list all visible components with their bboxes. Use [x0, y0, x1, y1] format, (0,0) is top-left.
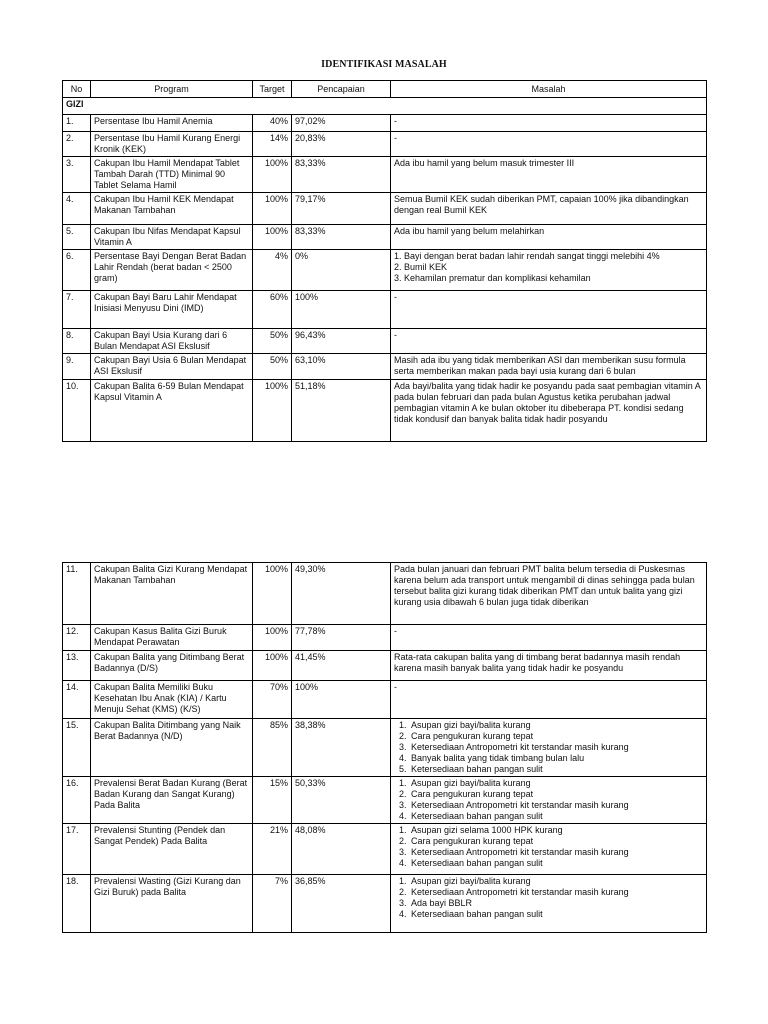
achievement-cell: 96,43%: [292, 329, 391, 354]
row-number-cell: 11.: [63, 563, 91, 625]
document-title: IDENTIFIKASI MASALAH: [321, 59, 447, 70]
problem-cell: -: [391, 329, 707, 354]
program-cell: Cakupan Ibu Hamil Mendapat Tablet Tambah Darah (TTD) Minimal 90 Tablet Selama Hamil: [91, 157, 253, 193]
table-row: [63, 651, 707, 681]
achievement-cell: 48,08%: [292, 824, 391, 875]
problem-line: 3. Kehamilan prematur dan komplikasi kehamilan: [394, 273, 591, 283]
program-cell: Cakupan Bayi Baru Lahir Mendapat Inisiasi Menyusu Dini (IMD): [91, 291, 253, 329]
row-number-cell: 12.: [63, 625, 91, 651]
row-number-cell: 5.: [63, 225, 91, 250]
problem-list-item: 4. Ketersediaan bahan pangan sulit: [409, 909, 703, 920]
problem-cell: Ada bayi/balita yang tidak hadir ke posyandu pada saat pembagian vitamin A pada bulan februari dan pada bulan Agustus ketika perubahan jadwal pembagian vitamin A ke bulan oktober itu dibeberapa PT. kondisi sedang tidak kondusif dan banyak balita tidak hadir posyandu: [391, 380, 707, 442]
table-row: [63, 132, 707, 157]
row-number-cell: 17.: [63, 824, 91, 875]
target-cell: 100%: [253, 651, 292, 681]
problem-cell: -: [391, 115, 707, 132]
header-masalah: Masalah: [391, 81, 707, 98]
problem-cell: [391, 777, 707, 824]
program-cell: Cakupan Ibu Hamil KEK Mendapat Makanan Tambahan: [91, 193, 253, 225]
problem-table-1: [62, 80, 707, 442]
problem-list-item: 1. Asupan gizi selama 1000 HPK kurang: [409, 825, 703, 836]
program-cell: Persentase Bayi Dengan Berat Badan Lahir Rendah (berat badan < 2500 gram): [91, 250, 253, 291]
table-row: [63, 563, 707, 625]
row-number-cell: 3.: [63, 157, 91, 193]
problem-cell: Pada bulan januari dan februari PMT balita belum tersedia di Puskesmas karena belum ada transport untuk mengambil di dinas sehingga pada bulan tersebut balita gizi kurang tidak diberikan PMT dan untuk balita yang gizi kurang usia dibawah 6 bulan juga tidak diberikan: [391, 563, 707, 625]
target-cell: 100%: [253, 625, 292, 651]
problem-cell: Rata-rata cakupan balita yang di timbang berat badannya masih rendah karena masih banyak balita yang tidak hadir ke posyandu: [391, 651, 707, 681]
target-cell: 100%: [253, 225, 292, 250]
problem-cell: -: [391, 132, 707, 157]
problem-line: 2. Bumil KEK: [394, 262, 448, 272]
problem-cell: Masih ada ibu yang tidak memberikan ASI dan memberikan susu formula serta memberikan makan pada bayi usia kurang dari 6 bulan: [391, 354, 707, 380]
target-cell: 21%: [253, 824, 292, 875]
problem-cell: [391, 719, 707, 777]
problem-list: [394, 720, 703, 775]
problem-list: [394, 825, 703, 869]
achievement-cell: 38,38%: [292, 719, 391, 777]
table-row: [63, 875, 707, 933]
table-row: [63, 291, 707, 329]
header-pencapaian: Pencapaian: [292, 81, 391, 98]
program-cell: Cakupan Bayi Usia Kurang dari 6 Bulan Mendapat ASI Ekslusif: [91, 329, 253, 354]
table-row: [63, 719, 707, 777]
target-cell: 100%: [253, 157, 292, 193]
achievement-cell: 0%: [292, 250, 391, 291]
problem-cell: [391, 250, 707, 291]
row-number-cell: 2.: [63, 132, 91, 157]
achievement-cell: 100%: [292, 291, 391, 329]
achievement-cell: 79,17%: [292, 193, 391, 225]
problem-cell: Semua Bumil KEK sudah diberikan PMT, capaian 100% jika dibandingkan dengan real Bumil KEK: [391, 193, 707, 225]
problem-list-item: 4. Ketersediaan bahan pangan sulit: [409, 858, 703, 869]
table-row: [63, 777, 707, 824]
header-target: Target: [253, 81, 292, 98]
problem-list-item: 1. Asupan gizi bayi/balita kurang: [409, 778, 703, 789]
row-number-cell: 8.: [63, 329, 91, 354]
problem-list-item: 3. Ketersediaan Antropometri kit terstandar masih kurang: [409, 800, 703, 811]
table-row: [63, 380, 707, 442]
problem-cell: -: [391, 681, 707, 719]
header-no: No: [63, 81, 91, 98]
table-row: [63, 250, 707, 291]
table-row: [63, 225, 707, 250]
program-cell: Cakupan Kasus Balita Gizi Buruk Mendapat Perawatan: [91, 625, 253, 651]
table-row: [63, 681, 707, 719]
target-cell: 50%: [253, 329, 292, 354]
row-number-cell: 18.: [63, 875, 91, 933]
problem-list-item: 1. Asupan gizi bayi/balita kurang: [409, 720, 703, 731]
program-cell: Prevalensi Stunting (Pendek dan Sangat Pendek) Pada Balita: [91, 824, 253, 875]
table-row: [63, 354, 707, 380]
problem-list-item: 2. Cara pengukuran kurang tepat: [409, 836, 703, 847]
row-number-cell: 7.: [63, 291, 91, 329]
problem-list-item: 3. Ketersediaan Antropometri kit terstandar masih kurang: [409, 847, 703, 858]
program-cell: Cakupan Balita Ditimbang yang Naik Berat Badannya (N/D): [91, 719, 253, 777]
problem-list-item: 2. Cara pengukuran kurang tepat: [409, 789, 703, 800]
problem-table-2: [62, 562, 707, 933]
target-cell: 60%: [253, 291, 292, 329]
problem-cell: [391, 875, 707, 933]
target-cell: 40%: [253, 115, 292, 132]
problem-list-item: 5. Ketersediaan bahan pangan sulit: [409, 764, 703, 775]
problem-cell: Ada ibu hamil yang belum melahirkan: [391, 225, 707, 250]
problem-list-item: 2. Cara pengukuran kurang tepat: [409, 731, 703, 742]
problem-list-item: 2. Ketersediaan Antropometri kit terstandar masih kurang: [409, 887, 703, 898]
row-number-cell: 10.: [63, 380, 91, 442]
problem-cell: Ada ibu hamil yang belum masuk trimester III: [391, 157, 707, 193]
target-cell: 7%: [253, 875, 292, 933]
program-cell: Cakupan Bayi Usia 6 Bulan Mendapat ASI Ekslusif: [91, 354, 253, 380]
problem-list: [394, 778, 703, 822]
target-cell: 100%: [253, 193, 292, 225]
target-cell: 70%: [253, 681, 292, 719]
achievement-cell: 36,85%: [292, 875, 391, 933]
achievement-cell: 41,45%: [292, 651, 391, 681]
program-cell: Persentase Ibu Hamil Anemia: [91, 115, 253, 132]
table-row: [63, 625, 707, 651]
achievement-cell: 100%: [292, 681, 391, 719]
achievement-cell: 83,33%: [292, 157, 391, 193]
target-cell: 100%: [253, 380, 292, 442]
program-cell: Cakupan Balita yang Ditimbang Berat Badannya (D/S): [91, 651, 253, 681]
achievement-cell: 51,18%: [292, 380, 391, 442]
section-gizi: GIZI: [63, 98, 707, 115]
row-number-cell: 6.: [63, 250, 91, 291]
achievement-cell: 83,33%: [292, 225, 391, 250]
table-row: [63, 824, 707, 875]
row-number-cell: 14.: [63, 681, 91, 719]
program-cell: Cakupan Balita Gizi Kurang Mendapat Makanan Tambahan: [91, 563, 253, 625]
target-cell: 50%: [253, 354, 292, 380]
table-row: [63, 193, 707, 225]
row-number-cell: 1.: [63, 115, 91, 132]
table-row: [63, 115, 707, 132]
program-cell: Cakupan Ibu Nifas Mendapat Kapsul Vitamin A: [91, 225, 253, 250]
achievement-cell: 97,02%: [292, 115, 391, 132]
achievement-cell: 20,83%: [292, 132, 391, 157]
program-cell: Prevalensi Berat Badan Kurang (Berat Badan Kurang dan Sangat Kurang) Pada Balita: [91, 777, 253, 824]
table-row: [63, 157, 707, 193]
problem-cell: [391, 824, 707, 875]
problem-list-item: 3. Ketersediaan Antropometri kit terstandar masih kurang: [409, 742, 703, 753]
problem-list-item: 4. Ketersediaan bahan pangan sulit: [409, 811, 703, 822]
row-number-cell: 15.: [63, 719, 91, 777]
problem-list-item: 3. Ada bayi BBLR: [409, 898, 703, 909]
target-cell: 85%: [253, 719, 292, 777]
achievement-cell: 50,33%: [292, 777, 391, 824]
table-row: [63, 329, 707, 354]
row-number-cell: 13.: [63, 651, 91, 681]
target-cell: 15%: [253, 777, 292, 824]
row-number-cell: 16.: [63, 777, 91, 824]
row-number-cell: 9.: [63, 354, 91, 380]
header-program: Program: [91, 81, 253, 98]
target-cell: 4%: [253, 250, 292, 291]
problem-line: 1. Bayi dengan berat badan lahir rendah sangat tinggi melebihi 4%: [394, 251, 660, 261]
program-cell: Cakupan Balita Memiliki Buku Kesehatan Ibu Anak (KIA) / Kartu Menuju Sehat (KMS) (K/S): [91, 681, 253, 719]
achievement-cell: 49,30%: [292, 563, 391, 625]
achievement-cell: 77,78%: [292, 625, 391, 651]
program-cell: Cakupan Balita 6-59 Bulan Mendapat Kapsul Vitamin A: [91, 380, 253, 442]
problem-list: [394, 876, 703, 920]
achievement-cell: 63,10%: [292, 354, 391, 380]
row-number-cell: 4.: [63, 193, 91, 225]
target-cell: 100%: [253, 563, 292, 625]
problem-cell: -: [391, 625, 707, 651]
problem-cell: -: [391, 291, 707, 329]
program-cell: Persentase Ibu Hamil Kurang Energi Kronik (KEK): [91, 132, 253, 157]
target-cell: 14%: [253, 132, 292, 157]
program-cell: Prevalensi Wasting (Gizi Kurang dan Gizi Buruk) pada Balita: [91, 875, 253, 933]
problem-list-item: 4. Banyak balita yang tidak timbang bulan lalu: [409, 753, 703, 764]
problem-list-item: 1. Asupan gizi bayi/balita kurang: [409, 876, 703, 887]
